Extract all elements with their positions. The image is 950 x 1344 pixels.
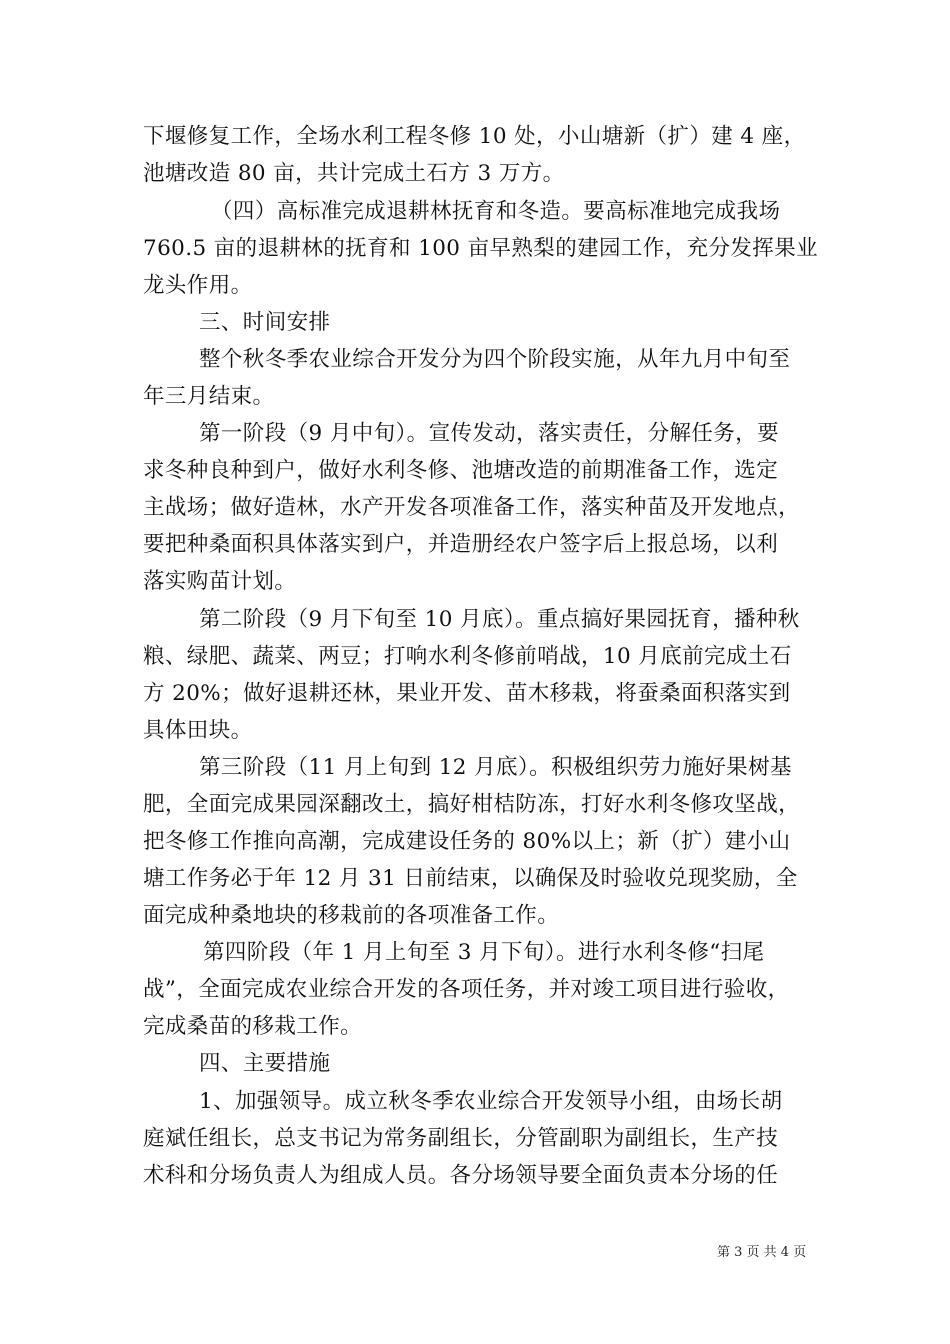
text-line: 1、加强领导。成立秋冬季农业综合开发领导小组，由场长胡 xyxy=(199,1089,783,1114)
text-line: 第一阶段（9 月中旬）。宣传发动，落实责任，分解任务，要 xyxy=(199,421,779,446)
text-line: 塘工作务必于年 12 月 31 日前结束，以确保及时验收兑现奖励，全 xyxy=(143,866,798,891)
text-line: 第二阶段（9 月下旬至 10 月底）。重点搞好果园抚育，播种秋 xyxy=(199,607,800,632)
text-line: 主战场；做好造林，水产开发各项准备工作，落实种苗及开发地点， xyxy=(143,495,801,520)
text-line: 落实购苗计划。 xyxy=(143,569,297,594)
text-line: 整个秋冬季农业综合开发分为四个阶段实施，从年九月中旬至 xyxy=(199,347,791,372)
text-line: 方 20%；做好退耕还林，果业开发、苗木移栽，将蚕桑面积落实到 xyxy=(143,681,791,706)
text-line: 术科和分场负责人为组成人员。各分场领导要全面负责本分场的任 xyxy=(143,1163,779,1188)
text-line: 粮、绿肥、蔬菜、两豆；打响水利冬修前哨战，10 月底前完成土石 xyxy=(143,644,792,669)
text-line: 肥，全面完成果园深翻改土，搞好柑桔防冻，打好水利冬修攻坚战， xyxy=(143,792,801,817)
text-line: 庭斌任组长，总支书记为常务副组长，分管副职为副组长，生产技 xyxy=(143,1126,779,1151)
text-line: 760.5 亩的退耕林的抚育和 100 亩早熟梨的建园工作，充分发挥果业 xyxy=(143,236,818,261)
text-line: 第三阶段（11 月上旬到 12 月底）。积极组织劳力施好果树基 xyxy=(199,755,792,780)
text-line: 第四阶段（年 1 月上旬至 3 月下旬）。进行水利冬修“扫尾 xyxy=(203,940,765,965)
text-line: 龙头作用。 xyxy=(143,273,253,298)
text-line: 具体田块。 xyxy=(143,718,253,743)
text-line: 面完成种桑地块的移栽前的各项准备工作。 xyxy=(143,903,560,928)
section-heading: 四、主要措施 xyxy=(199,1051,331,1076)
text-line: 下堰修复工作，全场水利工程冬修 10 处，小山塘新（扩）建 4 座， xyxy=(143,124,806,149)
text-line: 年三月结束。 xyxy=(143,384,275,409)
text-line: 要把种桑面积具体落实到户，并造册经农户签字后上报总场，以利 xyxy=(143,532,779,557)
text-line: 求冬种良种到户，做好水利冬修、池塘改造的前期准备工作，选定 xyxy=(143,458,779,483)
text-line: 池塘改造 80 亩，共计完成土石方 3 万方。 xyxy=(143,161,565,186)
text-line: 把冬修工作推向高潮，完成建设任务的 80%以上；新（扩）建小山 xyxy=(143,829,791,854)
text-line: 完成桑苗的移栽工作。 xyxy=(143,1014,363,1039)
text-line: 战”，全面完成农业综合开发的各项任务，并对竣工项目进行验收， xyxy=(143,977,790,1002)
text-line: （四）高标准完成退耕林抚育和冬造。要高标准地完成我场 xyxy=(211,199,781,224)
page-number-footer: 第 3 页 共 4 页 xyxy=(717,1245,807,1260)
section-heading: 三、时间安排 xyxy=(199,310,331,335)
